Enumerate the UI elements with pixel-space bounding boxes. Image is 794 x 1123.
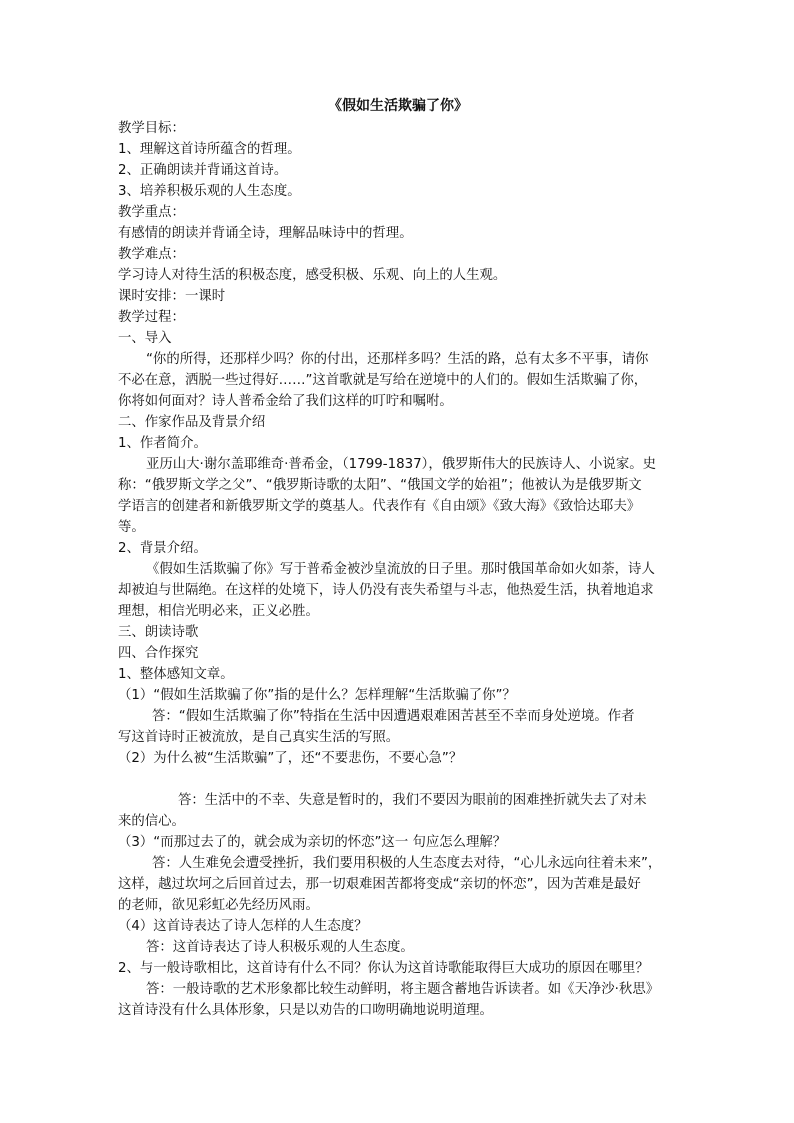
paragraph-line: 理想，相信光明必来，正义必胜。 [118,604,319,619]
answer-line: 这首诗没有什么具体形象，只是以劝告的口吻明确地说明道理。 [118,1003,493,1018]
heading-process: 教学过程： [118,310,185,325]
section-heading: 四、合作探究 [118,646,199,661]
answer-line: 答：人生难免会遭受挫折，我们要用积极的人生态度去对待，“心儿永远向往着未来”， [152,856,662,871]
question-line: （4）这首诗表达了诗人怎样的人生态度？ [118,919,368,934]
answer-line: 这样，越过坎坷之后回首过去，那一切艰难困苦都将变成“亲切的怀恋”，因为苦难是最好 [118,877,641,892]
question-line: （1）“假如生活欺骗了你”指的是什么？怎样理解“生活欺骗了你”？ [118,688,516,703]
paragraph-line: 你将如何面对？诗人普希金给了我们这样的叮咛和嘱咐。 [118,394,453,409]
answer-line: 答：“假如生活欺骗了你”特指在生活中因遭遇艰难困苦甚至不幸而身处逆境。作者 [152,709,635,724]
question-line: （2）为什么被“生活欺骗”了，还“不要悲伤，不要心急”？ [118,751,463,766]
paragraph-line: 学语言的创建者和新俄罗斯文学的奠基人。代表作有《自由颂》《致大海》《致恰达耶夫》 [118,499,641,514]
paragraph-line: 却被迫与世隔绝。在这样的处境下，诗人仍没有丧失希望与斗志，他热爱生活，执着地追求 [118,583,654,598]
paragraph-line: 亚历山大·谢尔盖耶维奇·普希金，（1799-1837），俄罗斯伟大的民族诗人、小说家。史 [146,457,656,472]
answer-line: 答：这首诗表达了诗人积极乐观的人生态度。 [146,940,414,955]
answer-line: 写这首诗时正被流放，是自己真实生活的写照。 [118,730,400,745]
section-heading: 三、朗读诗歌 [118,625,199,640]
key-points-text: 有感情的朗读并背诵全诗，理解品味诗中的哲理。 [118,226,413,241]
paragraph-line: 等。 [118,520,145,535]
subsection-heading: 1、整体感知文章。 [118,667,234,682]
subsection-heading: 2、背景介绍。 [118,541,207,556]
objective-item: 2、正确朗读并背诵这首诗。 [118,163,288,178]
page-title: 《假如生活欺骗了你》 [328,98,468,114]
answer-line: 的老师，欲见彩虹必先经历风雨。 [118,898,319,913]
paragraph-line: 称：“俄罗斯文学之父”、“俄罗斯诗歌的太阳”、“俄国文学的始祖”；他被认为是俄罗斯文 [118,478,642,493]
objective-item: 3、培养积极乐观的人生态度。 [118,184,301,199]
section-heading: 二、作家作品及背景介绍 [118,415,266,430]
answer-line: 答：生活中的不幸、失意是暂时的，我们不要因为眼前的困难挫折就失去了对未 [178,793,647,808]
heading-objectives: 教学目标： [118,121,185,136]
question-line: 2、与一般诗歌相比，这首诗有什么不同？你认为这首诗歌能取得巨大成功的原因在哪里？ [118,961,649,976]
document-page [118,96,678,1021]
heading-key-points: 教学重点： [118,205,185,220]
paragraph-line: “你的所得，还那样少吗？你的付出，还那样多吗？生活的路，总有太多不平事，请你 [146,352,649,367]
section-heading: 一、导入 [118,331,172,346]
spacer [118,769,678,790]
schedule-text: 课时安排：一课时 [118,289,226,304]
question-line: （3）“而那过去了的，就会成为亲切的怀恋”这一 句应怎么理解？ [118,835,507,850]
answer-line: 来的信心。 [118,814,185,829]
subsection-heading: 1、作者简介。 [118,436,207,451]
answer-line: 答：一般诗歌的艺术形象都比较生动鲜明，将主题含蓄地告诉读者。如《天净沙·秋思》 [146,982,660,997]
heading-difficulties: 教学难点： [118,247,185,262]
objective-item: 1、理解这首诗所蕴含的哲理。 [118,142,301,157]
paragraph-line: 不必在意，洒脱一些过得好……”这首歌就是写给在逆境中的人们的。假如生活欺骗了你， [118,373,648,388]
paragraph-line: 《假如生活欺骗了你》写于普希金被沙皇流放的日子里。那时俄国革命如火如荼，诗人 [146,562,655,577]
difficulties-text: 学习诗人对待生活的积极态度，感受积极、乐观、向上的人生观。 [118,268,507,283]
